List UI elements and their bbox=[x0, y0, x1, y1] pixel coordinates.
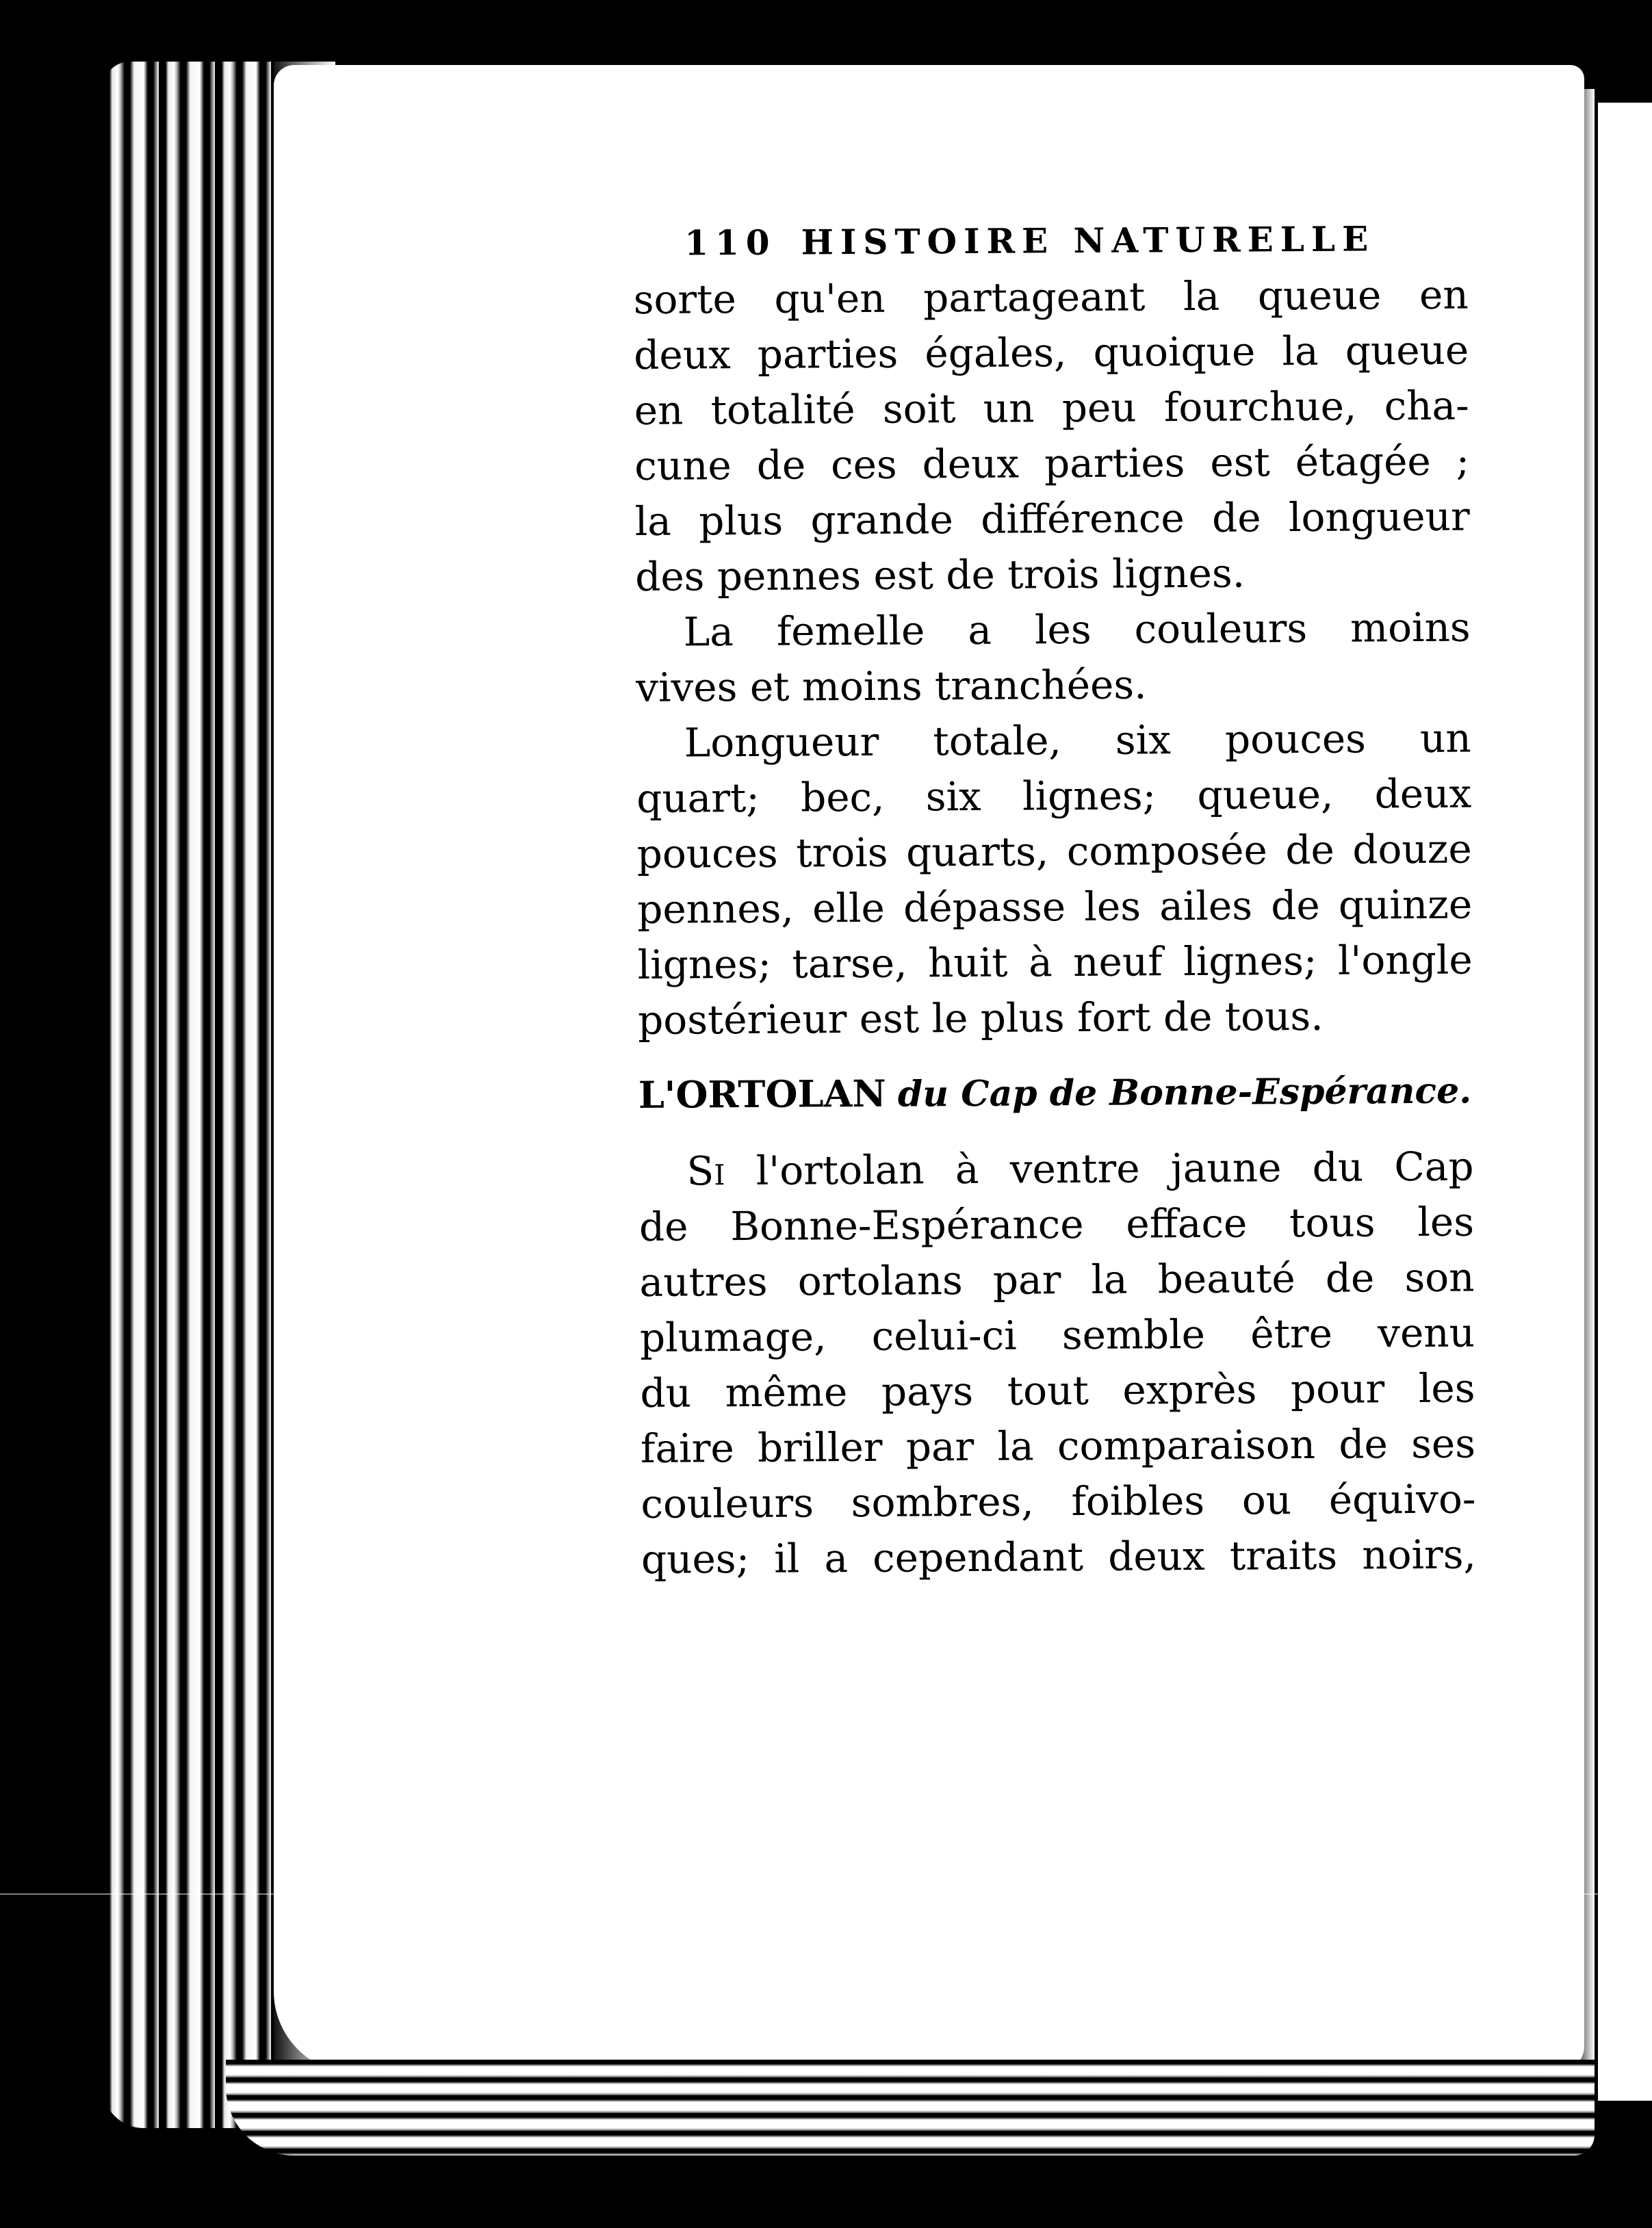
section-heading bbox=[638, 1063, 1473, 1124]
page-number: 110 bbox=[684, 222, 777, 263]
text-line: sorte qu'en partageant la queue en bbox=[633, 271, 1469, 323]
text-line: postérieur est le plus fort de tous. bbox=[637, 992, 1324, 1044]
paragraph-1 bbox=[634, 268, 1471, 605]
text-line: de Bonne-Espérance efface tous les bbox=[638, 1198, 1475, 1250]
text-line: deux parties égales, quoique la queue bbox=[634, 326, 1469, 378]
page-text bbox=[633, 211, 1476, 1588]
text-line: quart; bec, six lignes; queue, deux bbox=[636, 770, 1472, 822]
text-line-first bbox=[638, 1139, 1473, 1200]
text-line: lignes; tarse, huit à neuf lignes; l'ongle bbox=[637, 936, 1473, 988]
text-line: plumage, celui-ci semble être venu bbox=[639, 1309, 1475, 1361]
text-line: vives et moins tranchées. bbox=[636, 661, 1147, 711]
text-line: pennes, elle dépasse les ailes de quinze bbox=[636, 881, 1473, 933]
section-paragraph bbox=[638, 1139, 1476, 1588]
text-line-rest: l'ortolan à ventre jaune du Cap bbox=[756, 1143, 1474, 1194]
scan-artifact-line bbox=[0, 1893, 1652, 1895]
torn-bottom-edge bbox=[226, 2060, 1595, 2155]
text-line: La femelle a les couleurs moins bbox=[683, 604, 1471, 656]
text-line: cune de ces deux parties est étagée ; bbox=[634, 437, 1470, 489]
text-line: Longueur totale, six pouces un bbox=[684, 714, 1471, 766]
next-leaf-strip bbox=[1598, 103, 1652, 2101]
drop-word: Si bbox=[686, 1148, 725, 1195]
text-line: en totalité soit un peu fourchue, cha- bbox=[634, 382, 1469, 434]
text-line: pouces trois quarts, composée de douze bbox=[636, 825, 1472, 877]
text-line: autres ortolans par la beauté de son bbox=[639, 1254, 1475, 1306]
text-line: du même pays tout exprès pour les bbox=[640, 1364, 1475, 1416]
paragraph-3 bbox=[636, 711, 1473, 1048]
paragraph-2 bbox=[635, 600, 1471, 716]
section-heading-main: L'ORTOLAN bbox=[638, 1071, 886, 1117]
running-title: HISTOIRE NATURELLE bbox=[801, 218, 1376, 263]
text-line: couleurs sombres, foibles ou équivo- bbox=[641, 1475, 1476, 1527]
section-heading-sub: du Cap de Bonne-Espérance. bbox=[897, 1070, 1472, 1115]
text-line: ques; il a cependant deux traits noirs, bbox=[641, 1531, 1477, 1583]
text-line: faire briller par la comparaison de ses bbox=[640, 1420, 1476, 1472]
running-head bbox=[684, 211, 1468, 271]
text-line: la plus grande différence de longueur bbox=[634, 493, 1470, 545]
text-line: des pennes est de trois lignes. bbox=[635, 549, 1246, 600]
